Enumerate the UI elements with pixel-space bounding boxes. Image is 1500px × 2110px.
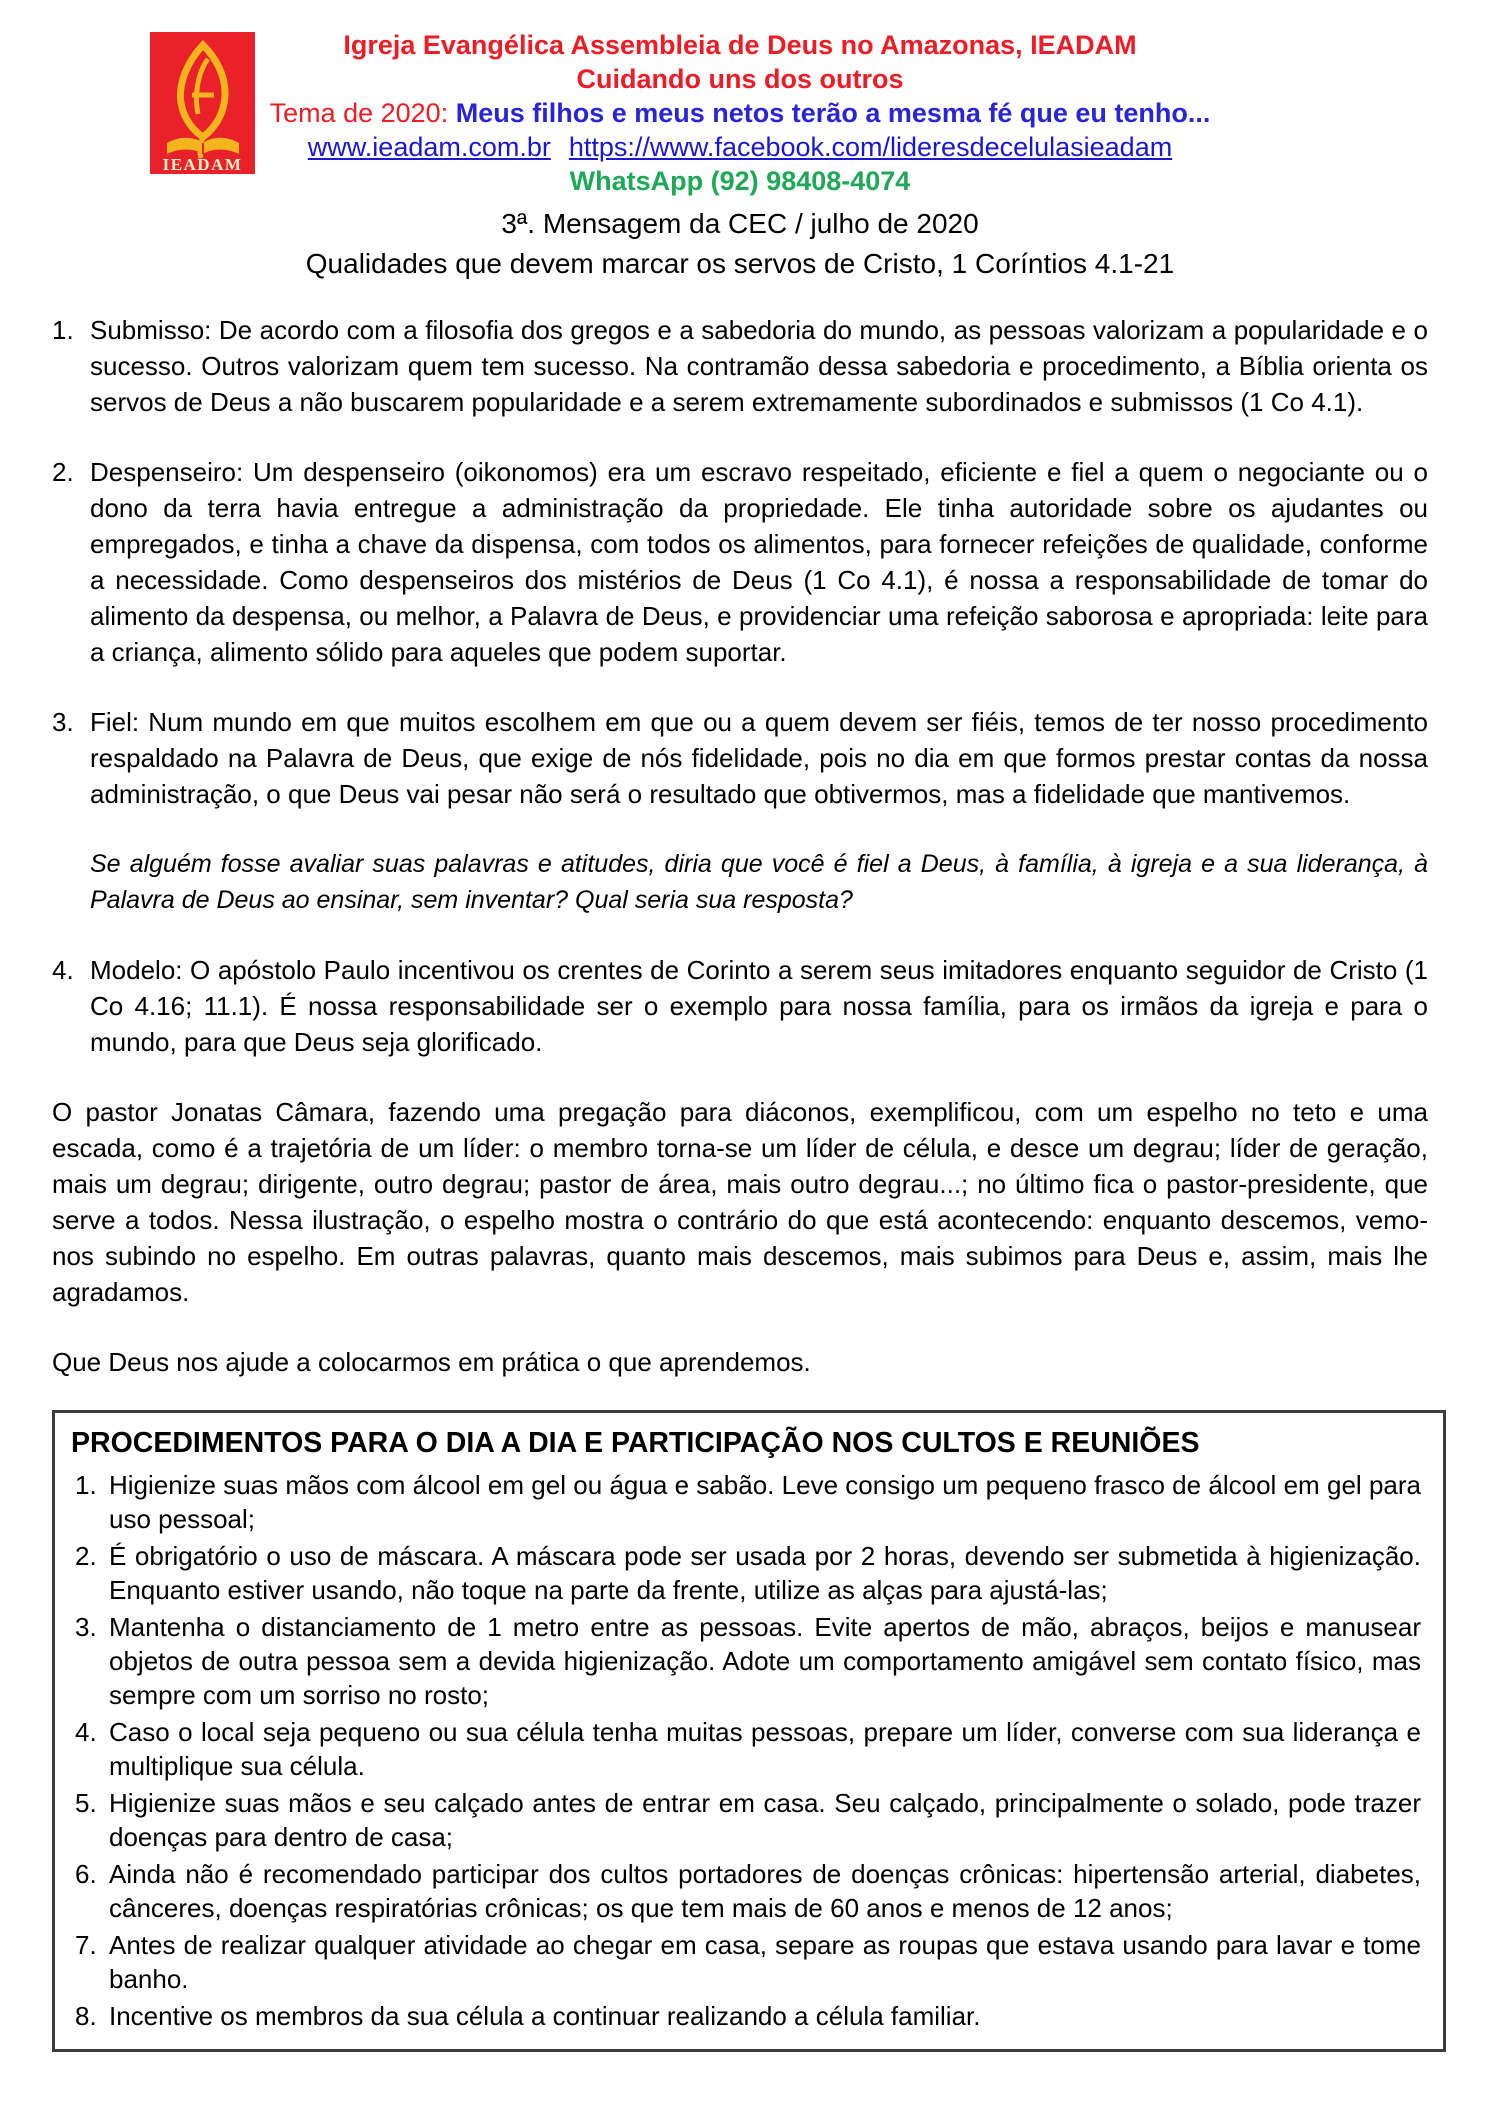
item-number: 4.: [52, 955, 74, 985]
org-name: Igreja Evangélica Assembleia de Deus no Amazonas, IEADAM: [343, 30, 1137, 60]
church-logo-icon: [150, 32, 255, 174]
procedure-item-1: [71, 1468, 1421, 1536]
closing-paragraph: Que Deus nos ajude a colocarmos em prática o que aprendemos.: [52, 1347, 811, 1377]
document-header: [52, 28, 1428, 198]
ieadam-logo: [150, 32, 255, 174]
message-body: [52, 312, 1428, 2052]
message-title-block: [52, 204, 1428, 284]
message-title: 3ª. Mensagem da CEC / julho de 2020: [501, 208, 979, 239]
website-link[interactable]: www.ieadam.com.br: [307, 132, 551, 162]
org-motto: Cuidando uns dos outros: [576, 64, 904, 94]
numbered-item-2: [52, 454, 1428, 670]
procedures-title: PROCEDIMENTOS PARA O DIA A DIA E PARTICIPAÇÃO NOS CULTOS E REUNIÕES: [71, 1427, 1200, 1459]
logo-text: IEADAM: [162, 155, 243, 174]
item-number: 1.: [52, 315, 74, 345]
item-number: 8.: [75, 2001, 97, 2031]
item-text: Caso o local seja pequeno ou sua célula tenha muitas pessoas, prepare um líder, converse com sua liderança e multiplique sua célula.: [109, 1717, 1421, 1781]
procedure-item-7: [71, 1928, 1421, 1996]
numbered-item-1: [52, 312, 1428, 420]
links-line: [52, 130, 1428, 164]
item-text: Higienize suas mãos e seu calçado antes de entrar em casa. Seu calçado, principalmente o solado, pode trazer doenças para dentro de casa;: [109, 1788, 1421, 1852]
procedure-item-3: [71, 1610, 1421, 1712]
item-text: Higienize suas mãos com álcool em gel ou água e sabão. Leve consigo um pequeno frasco de álcool em gel para uso pessoal;: [109, 1470, 1421, 1534]
facebook-link[interactable]: https://www.facebook.com/lideresdecelulasieadam: [568, 132, 1173, 162]
procedures-box: [52, 1410, 1446, 2052]
message-subtitle: Qualidades que devem marcar os servos de Cristo, 1 Coríntios 4.1-21: [305, 248, 1175, 279]
item-text: Despenseiro: Um despenseiro (oikonomos) era um escravo respeitado, eficiente e fiel a quem o negociante ou o dono da terra havia entregue a administração da propriedade. Ele tinha autoridade sobre os ajudantes ou empregados, e tinha a chave da dispensa, com todos os alimentos, para fornecer refeições de qualidade, conforme a necessidade. Como despenseiros dos mistérios de Deus (1 Co 4.1), é nossa a responsabilidade de tomar do alimento da despensa, ou melhor, a Palavra de Deus, e providenciar uma refeição saborosa e apropriada: leite para a criança, alimento sólido para aqueles que podem suportar.: [90, 457, 1428, 667]
procedure-item-4: [71, 1715, 1421, 1783]
item-number: 2.: [75, 1541, 97, 1571]
theme-label: Tema de 2020:: [269, 98, 449, 128]
item-number: 6.: [75, 1859, 97, 1889]
item-text: Fiel: Num mundo em que muitos escolhem em que ou a quem devem ser fiéis, temos de ter nosso procedimento respaldado na Palavra de Deus, que exige de nós fidelidade, pois no dia em que formos prestar contas da nossa administração, o que Deus vai pesar não será o resultado que obtivermos, mas a fidelidade que mantivemos.: [90, 707, 1428, 809]
item-text: Antes de realizar qualquer atividade ao chegar em casa, separe as roupas que estava usando para lavar e tome banho.: [109, 1930, 1421, 1994]
item-text: É obrigatório o uso de máscara. A máscara pode ser usada por 2 horas, devendo ser submetida à higienização. Enquanto estiver usando, não toque na parte da frente, utilize as alças para ajustá-las;: [109, 1541, 1421, 1605]
numbered-item-3: [52, 704, 1428, 812]
procedure-item-2: [71, 1539, 1421, 1607]
item-text: Submisso: De acordo com a filosofia dos gregos e a sabedoria do mundo, as pessoas valorizam a popularidade e o sucesso. Outros valorizam quem tem sucesso. Na contramão dessa sabedoria e procedimento, a Bíblia orienta os servos de Deus a não buscarem popularidade e a serem extremamente subordinados e submissos (1 Co 4.1).: [90, 315, 1428, 417]
theme-line: [52, 96, 1428, 130]
item-number: 2.: [52, 457, 74, 487]
item-number: 3.: [52, 707, 74, 737]
whatsapp-line: WhatsApp (92) 98408-4074: [569, 166, 911, 196]
item-text: Incentive os membros da sua célula a continuar realizando a célula familiar.: [109, 2001, 981, 2031]
item-number: 1.: [75, 1470, 97, 1500]
item-number: 5.: [75, 1788, 97, 1818]
item-text: Modelo: O apóstolo Paulo incentivou os crentes de Corinto a serem seus imitadores enquanto seguidor de Cristo (1 Co 4.16; 11.1). É nossa responsabilidade ser o exemplo para nossa família, para os irmãos da igreja e para o mundo, para que Deus seja glorificado.: [90, 955, 1428, 1057]
procedure-item-5: [71, 1786, 1421, 1854]
procedure-item-8: [71, 1999, 1421, 2033]
procedure-item-6: [71, 1857, 1421, 1925]
reflection-question: Se alguém fosse avaliar suas palavras e atitudes, diria que você é fiel a Deus, à família, à igreja e a sua liderança, à Palavra de Deus ao ensinar, sem inventar? Qual seria sua resposta?: [90, 850, 1428, 914]
item-text: Ainda não é recomendado participar dos cultos portadores de doenças crônicas: hipertensão arterial, diabetes, cânceres, doenças respiratórias crônicas; os que tem mais de 60 anos e menos de 12 anos;: [109, 1859, 1421, 1923]
item-text: Mantenha o distanciamento de 1 metro entre as pessoas. Evite apertos de mão, abraços, beijos e manusear objetos de outra pessoa sem a devida higienização. Adote um comportamento amigável sem contato físico, mas sempre com um sorriso no rosto;: [109, 1612, 1421, 1710]
item-number: 3.: [75, 1612, 97, 1642]
theme-text: Meus filhos e meus netos terão a mesma fé que eu tenho...: [455, 98, 1211, 128]
item-number: 7.: [75, 1930, 97, 1960]
item-number: 4.: [75, 1717, 97, 1747]
numbered-item-4: [52, 952, 1428, 1060]
pastor-illustration-paragraph: O pastor Jonatas Câmara, fazendo uma pregação para diáconos, exemplificou, com um espelho no teto e uma escada, como é a trajetória de um líder: o membro torna-se um líder de célula, e desce um degrau; líder de geração, mais um degrau; dirigente, outro degrau; pastor de área, mais outro degrau...; no último fica o pastor-presidente, que serve a todos. Nessa ilustração, o espelho mostra o contrário do que está acontecendo: enquanto descemos, vemo-nos subindo no espelho. Em outras palavras, quanto mais descemos, mais subimos para Deus e, assim, mais lhe agradamos.: [52, 1097, 1428, 1307]
